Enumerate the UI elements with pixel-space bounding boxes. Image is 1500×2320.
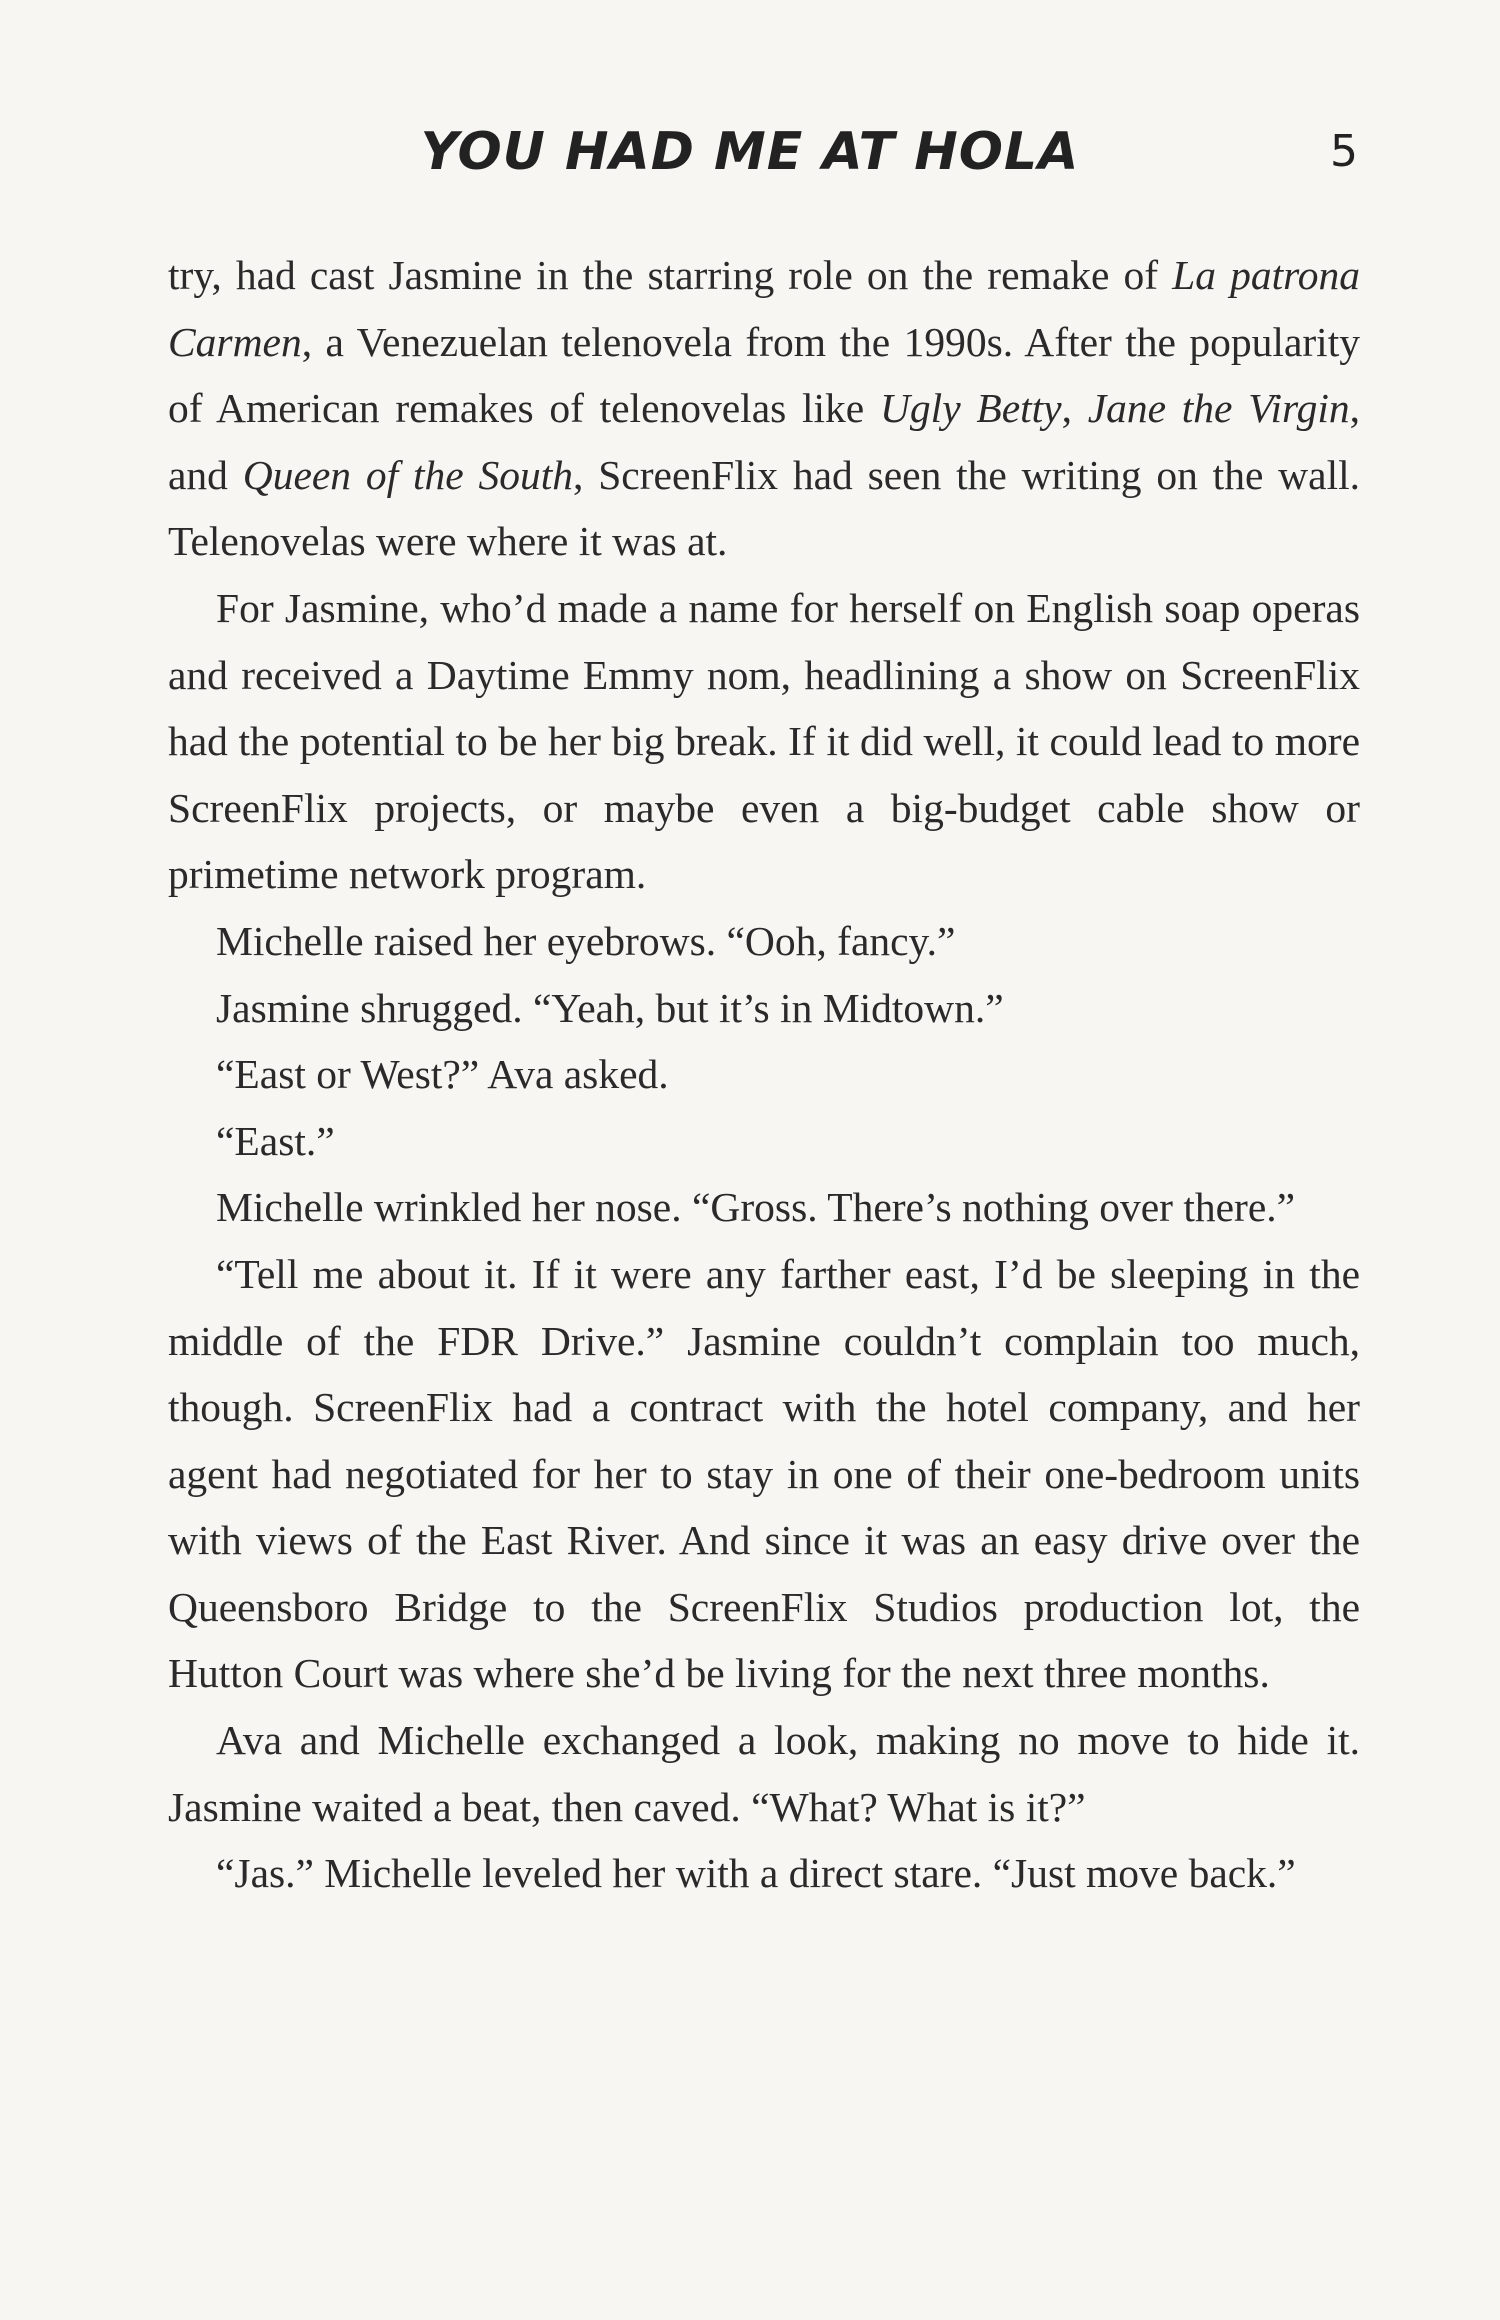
paragraph-text: For Jasmine, who’d made a name for herself on English soap operas and received a Daytime Emmy nom, headlining a show on ScreenFlix had the potential to be her big break. If it did well, it could lead to more ScreenFlix projects, or maybe even a big-budget cable show or primetime network program. xyxy=(168,584,1360,898)
page-number: 5 xyxy=(1330,126,1358,177)
paragraph-text: try, had cast Jasmine in the starring role on the remake of xyxy=(168,252,1173,298)
paragraph-text: , ScreenFlix had seen the writing on the wall. Telenovelas were where it was at. xyxy=(168,451,1361,565)
paragraph-text: Michelle raised her eyebrows. “Ooh, fancy.” xyxy=(216,917,956,964)
paragraph-text: , a Venezuelan telenovela from the 1990s. After the popularity of American remakes of telenovelas like xyxy=(168,318,1360,432)
body-text xyxy=(168,242,1360,1907)
italic-title-text: La patrona Carmen xyxy=(168,252,1360,365)
paragraph-text: “Tell me about it. If it were any farther east, I’d be sleeping in the middle of the FDR Drive.” Jasmine couldn’t complain too much, though. ScreenFlix had a contract with the hotel company, and her agent had negotiated for her to stay in one of their one-bedroom units with views of the East River. And since it was an easy drive over the Queensboro Bridge to the ScreenFlix Studios production lot, the Hutton Court was where she’d be living for the next three months. xyxy=(168,1250,1360,1697)
paragraph xyxy=(168,1241,1360,1707)
paragraph xyxy=(168,1041,1360,1108)
paragraph xyxy=(168,242,1360,575)
paragraph-text: “Jas.” Michelle leveled her with a direct stare. “Just move back.” xyxy=(216,1850,1296,1897)
paragraph xyxy=(168,1174,1360,1241)
paragraph-text: , and xyxy=(168,385,1361,498)
paragraph xyxy=(168,975,1360,1042)
paragraph xyxy=(168,908,1360,975)
paragraph xyxy=(168,1707,1360,1840)
paragraph-text: “East or West?” Ava asked. xyxy=(216,1051,669,1098)
paragraph-text: , xyxy=(1061,385,1088,432)
paragraph-text: “East.” xyxy=(216,1117,335,1164)
paragraph xyxy=(168,575,1360,908)
italic-title-text: Jane the Virgin xyxy=(1087,385,1350,432)
paragraph-text: Jasmine shrugged. “Yeah, but it’s in Midtown.” xyxy=(216,984,1004,1031)
italic-title-text: Queen of the South xyxy=(242,451,574,498)
paragraph xyxy=(168,1840,1360,1907)
book-title: YOU HAD ME AT HOLA xyxy=(420,122,1080,182)
running-head xyxy=(0,112,1500,192)
paragraph xyxy=(168,1108,1360,1175)
paragraph-text: Michelle wrinkled her nose. “Gross. There’s nothing over there.” xyxy=(216,1184,1296,1231)
paragraph-text: Ava and Michelle exchanged a look, making no move to hide it. Jasmine waited a beat, then caved. “What? What is it?” xyxy=(168,1717,1360,1830)
italic-title-text: Ugly Betty xyxy=(879,385,1062,432)
